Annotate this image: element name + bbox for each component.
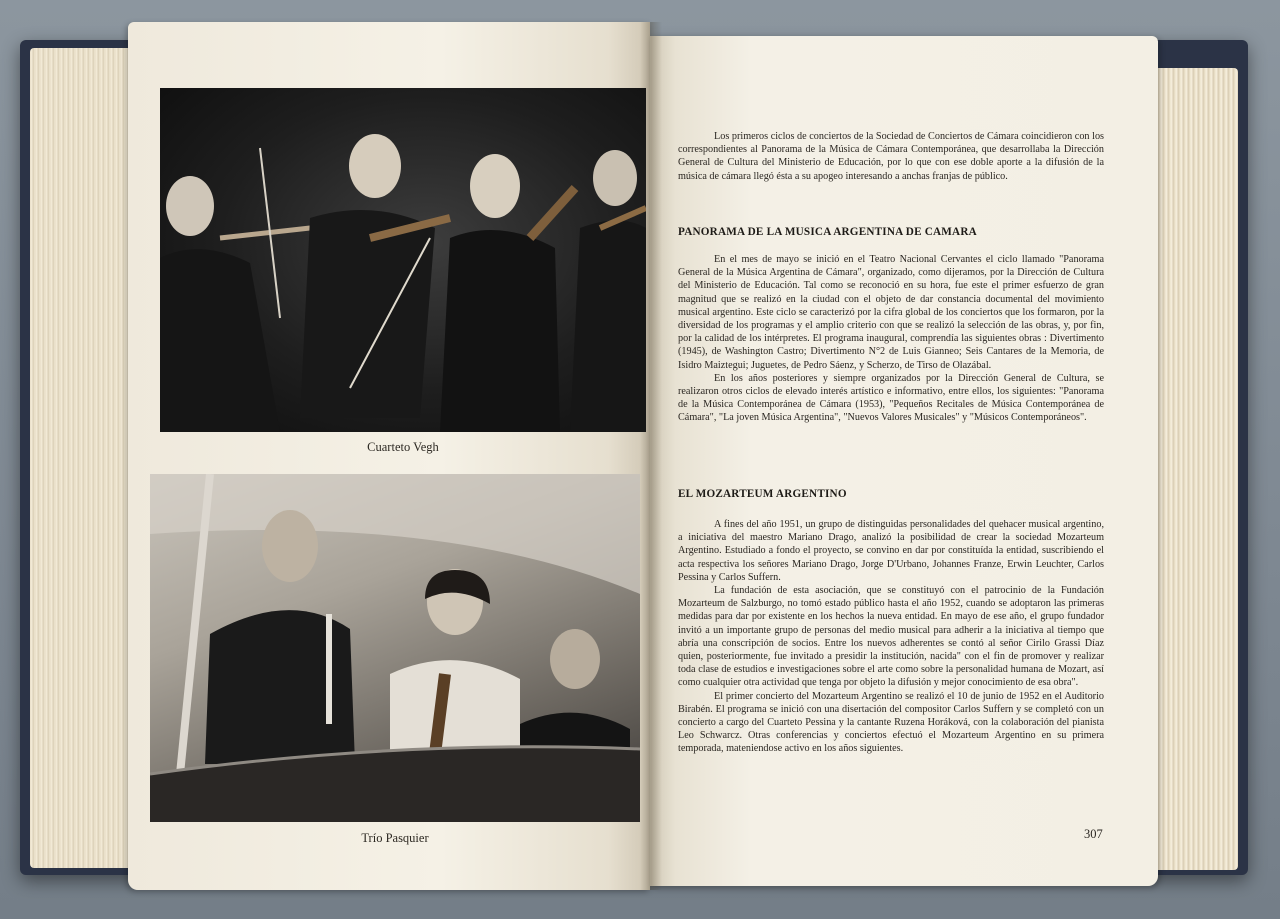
photo-top-caption: Cuarteto Vegh bbox=[367, 440, 439, 454]
section-2-paragraph-3: El primer concierto del Mozarteum Argentino se realizó el 10 de junio de 1952 en el Auditorio Birabén. El programa se inició con una disertación del compositor Carlos Suffern y se completó con un concierto a cargo del Cuarteto Pessina y la cantante Ruzena Horáková, con la colaboración del pianista Leo Schwarcz. Otras conferencias y conciertos efectuó el Mozarteum Argentino en su primera temporada, mateniendose activo en los años siguientes. bbox=[678, 690, 1104, 755]
flutist-body bbox=[205, 610, 355, 764]
flute bbox=[326, 614, 332, 724]
section-1-paragraph-2: En los años posteriores y siempre organizados por la Dirección General de Cultura, se realizaron otros ciclos de elevado interés artístico e informativo, entre ellos, los siguientes: "Panorama de la Música Contemporánea de Cámara (1953), "Pequeños Recitales de Música Contemporánea de Cámara", "La joven Música Argentina", "Nuevos Valores Musicales" y "Músicos Contemporáneos". bbox=[678, 372, 1104, 424]
section-heading-mozarteum: EL MOZARTEUM ARGENTINO bbox=[678, 488, 847, 500]
section-mozarteum-text bbox=[678, 518, 1104, 756]
violin-2 bbox=[530, 188, 575, 238]
section-heading-panorama: PANORAMA DE LA MUSICA ARGENTINA DE CAMARA bbox=[678, 226, 977, 238]
musician-4-head bbox=[593, 150, 637, 206]
section-2-paragraph-1: A fines del año 1951, un grupo de distinguidas personalidades del quehacer musical argentino, a iniciativa del maestro Mariano Drago, analizó la posibilidad de crear la sociedad Mozarteum Argentino. Estudiado a fondo el proyecto, se convino en dar por constituída la entidad, suscribiendo el acta respectiva los señores Mariano Drago, Jorge D'Urbano, Johannes Franze, Erwin Leuchter, Carlos Pessina y Carlos Suffern. bbox=[678, 519, 1104, 583]
musician-2-body bbox=[300, 210, 435, 418]
background-drape bbox=[150, 474, 640, 594]
page-edges-right bbox=[1150, 68, 1238, 870]
section-panorama-text bbox=[678, 253, 1104, 425]
quartet-photo bbox=[160, 88, 646, 432]
cellist-head bbox=[550, 629, 600, 689]
musician-1-body bbox=[160, 249, 280, 432]
quartet-photo-illustration bbox=[160, 88, 646, 432]
trio-photo bbox=[150, 474, 640, 822]
intro-block bbox=[678, 130, 1104, 183]
photo-bottom-caption: Trío Pasquier bbox=[361, 831, 429, 845]
intro-paragraph: Los primeros ciclos de conciertos de la Sociedad de Conciertos de Cámara coincidieron con los correspondientes al Panorama de la Música de Cámara Contemporánea, que desarrollaba la Dirección General de Cultura del Ministerio de Educación, por lo que con ese doble aporte a la difusión de la música de cámara llegó ésta a su apogeo interesando a anchas franjas de público. bbox=[678, 131, 1104, 182]
flutist-head bbox=[262, 510, 318, 582]
section-1-paragraph-1: En el mes de mayo se inició en el Teatro Nacional Cervantes el ciclo llamado "Panorama General de la Música Argentina de Cámara", organizado, como dijeramos, por la Dirección de Cultura del Ministerio de Educación. Tal como se reconoció en su hora, fue este el primer esfuerzo de gran magnitud que se realizó en la ciudad con el objeto de dar constancia documental del movimiento musical argentino. Este ciclo se caracterizó por la cifra global de los conciertos que los formaron, por la diversidad de los programas y el amplio criterio con que se realizó la selección de las obras, y, por fin, por la calidad de los intérpretes. El programa inaugural, comprendía las siguientes obras : Divertimento (1945), de Washington Castro; Divertimento N°2 de Luis Gianneo; Seis Cantares de la Memoria, de Isidro Maiztegui; Juguetes, de Pedro Sáenz, y Scherzo, de Tirso de Olazábal. bbox=[678, 254, 1104, 371]
musician-3-body bbox=[440, 230, 560, 432]
musician-3-head bbox=[470, 154, 520, 218]
musician-2-head bbox=[349, 134, 401, 198]
musician-4-body bbox=[570, 221, 646, 433]
page-number: 307 bbox=[1084, 827, 1103, 841]
section-2-paragraph-2: La fundación de esta asociación, que se constituyó con el patrocinio de la Fundación Mozarteum de Salzburgo, no tomó estado público hasta el año 1952, cuando se adoptaron las primeras medidas para dar por existente en los hechos la nueva entidad. En mayo de ese año, el grupo fundador invitó a un importante grupo de personas del medio musical para adherir a la iniciativa al tiempo que abría una conscripción de socios. Entre los nuevos adherentes se contó al señor Cirilo Grassi Díaz quien, posteriormente, fue invitado a presidir la institución, nacida" con el fin de promover y realizar toda clase de estudios e investigaciones sobre el arte como sobre la personalidad humana de Mozart, así como cualquier otra actividad que tenga por objeto la difusión y mejor conocimiento de esa obra". bbox=[678, 585, 1104, 689]
trio-photo-illustration bbox=[150, 474, 640, 822]
violin-1 bbox=[220, 228, 310, 238]
musician-1-head bbox=[166, 176, 214, 236]
